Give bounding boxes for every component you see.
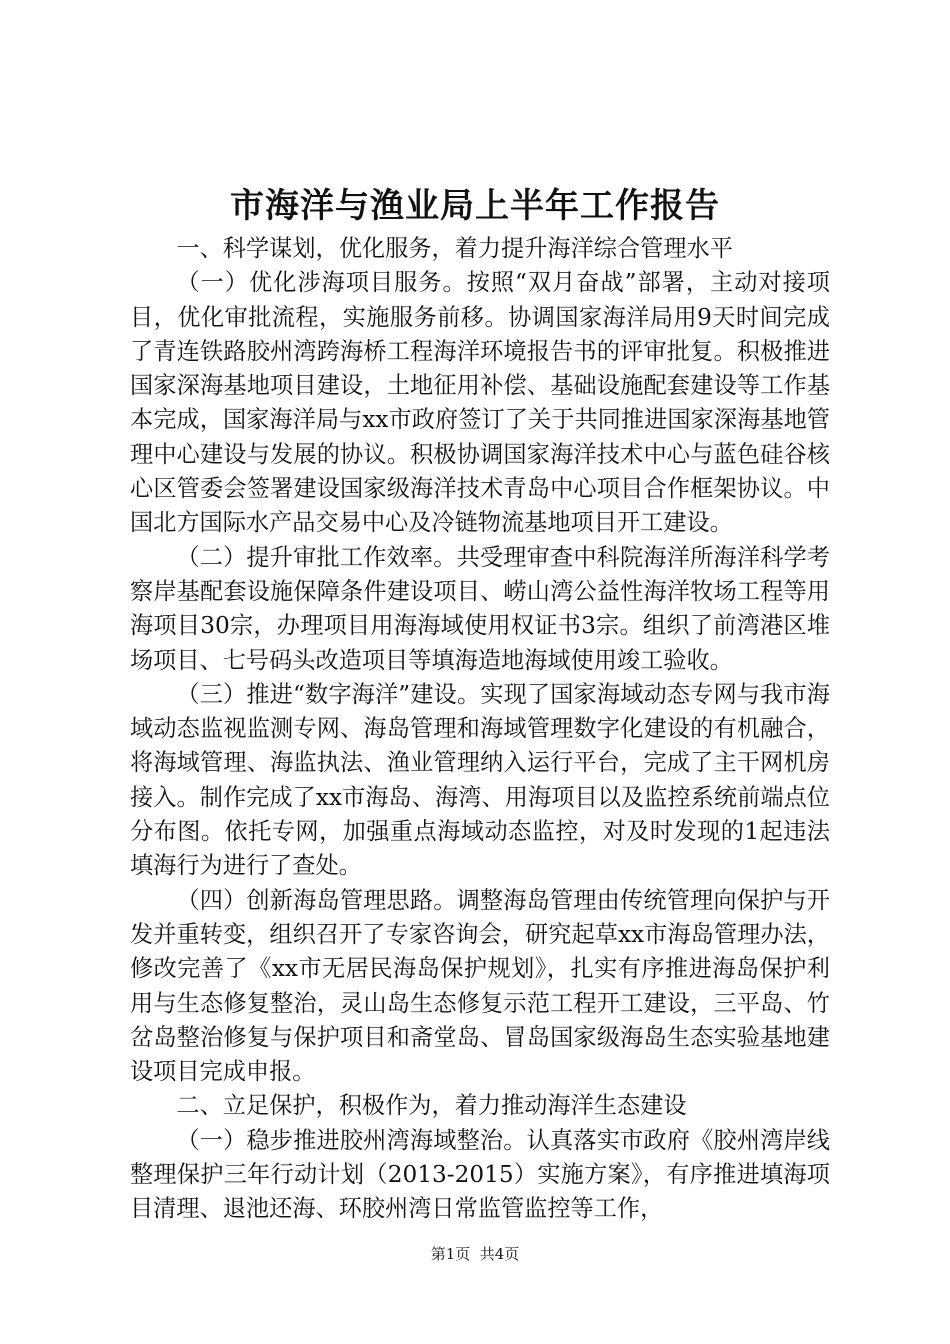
paragraph: （二）提升审批工作效率。共受理审查中科院海洋所海洋科学考察岸基配套设施保障条件建设项目、崂山湾公益性海洋牧场工程等用海项目30宗，办理项目用海海域使用权证书3宗。组织了前湾港区堆场项目、七号码头改造项目等填海造地海域使用竣工验收。	[130, 543, 830, 674]
paragraph: （一）优化涉海项目服务。按照“双月奋战”部署，主动对接项目，优化审批流程，实施服务前移。协调国家海洋局用9天时间完成了青连铁路胶州湾跨海桥工程海洋环境报告书的评审批复。积极推进国家深海基地项目建设，土地征用补偿、基础设施配套建设等工作基本完成，国家海洋局与xx市政府签订了关于共同推进国家深海基地管理中心建设与发展的协议。积极协调国家海洋技术中心与蓝色硅谷核心区管委会签署建设国家级海洋技术青岛中心项目合作框架协议。中国北方国际水产品交易中心及冷链物流基地项目开工建设。	[130, 269, 830, 537]
section-heading-1: 一、科学谋划，优化服务，着力提升海洋综合管理水平	[176, 235, 733, 262]
section-heading-2: 二、立足保护，积极作为，着力推动海洋生态建设	[176, 1092, 687, 1120]
paragraph: （三）推进“数字海洋”建设。实现了国家海域动态专网与我市海域动态监视监测专网、海岛管理和海域管理数字化建设的有机融合，将海域管理、海监执法、渔业管理纳入运行平台，完成了主干网机房接入。制作完成了xx市海岛、海湾、用海项目以及监控系统前端点位分布图。依托专网，加强重点海域动态监控，对及时发现的1起违法填海行为进行了查处。	[130, 680, 830, 880]
paragraph: （一）稳步推进胶州湾海域整治。认真落实市政府《胶州湾岸线整理保护三年行动计划（2013-2015）实施方案》，有序推进填海项目清理、退池还海、环胶州湾日常监管监控等工作，	[130, 1126, 830, 1223]
document-body	[130, 232, 830, 1227]
document-title: 市海洋与渔业局上半年工作报告	[230, 186, 720, 226]
page-number-footer: 第1页 共4页	[430, 1245, 520, 1263]
paragraph: （四）创新海岛管理思路。调整海岛管理由传统管理向保护与开发并重转变，组织召开了专家咨询会，研究起草xx市海岛管理办法，修改完善了《xx市无居民海岛保护规划》，扎实有序推进海岛保护利用与生态修复整治，灵山岛生态修复示范工程开工建设，三平岛、竹岔岛整治修复与保护项目和斋堂岛、冒岛国家级海岛生态实验基地建设项目完成申报。	[130, 886, 830, 1086]
